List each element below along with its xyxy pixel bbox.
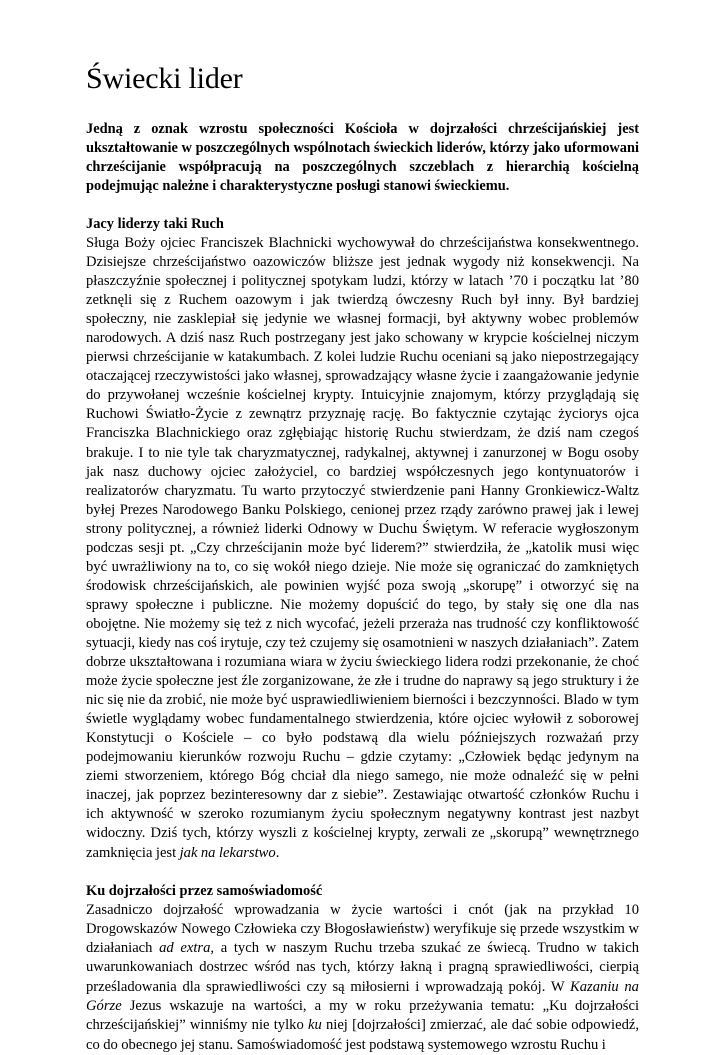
italic-phrase: ad extra xyxy=(159,940,211,957)
body-text: niej [dojrzałości] zmierzać, ale dać sobie odpowiedź, co do obecnego jej stanu. Samoświadomość jest podstawą systemowego wzrostu Ruchu i xyxy=(86,1017,639,1053)
document-page xyxy=(86,62,639,1055)
italic-phrase: Kazaniu na Górze xyxy=(86,978,639,1015)
body-text: , a tych w naszym Ruchu trzeba szukać ze świecą. Trudno w takich uwarunkowaniach dostrzec wśród nas tych, którzy łakną i pragną sprawiedliwości, cierpią prześladowania dla sprawiedliwości czy są miłosierni i wprowadzają pokój. W xyxy=(86,940,640,995)
italic-phrase: ku xyxy=(307,1017,322,1034)
page-title: Świecki lider xyxy=(86,62,243,95)
italic-phrase: jak na lekarstwo xyxy=(179,844,276,861)
section-heading-leaders: Jacy liderzy taki Ruch xyxy=(86,216,224,232)
section-heading-maturity: Ku dojrzałości przez samoświadomość xyxy=(86,882,323,899)
section-body-maturity xyxy=(86,901,639,1055)
body-text: Zasadniczo dojrzałość wprowadzania w życie wartości i cnót (jak na przykład 10 Drogowskazów Nowego Człowieka czy Błogosławieństw) weryfikuje się przede wszystkim w działaniach xyxy=(86,901,639,957)
body-text: Jezus wskazuje na wartości, a my w roku przeżywania tematu: „Ku dojrzałości chrześcijańskiej” winniśmy nie tylko xyxy=(86,998,639,1034)
body-text: . xyxy=(275,844,280,861)
lead-paragraph: Jedną z oznak wzrostu społeczności Kościoła w dojrzałości chrześcijańskiej jest ukształtowanie w poszczególnych wspólnotach świeckich liderów, którzy jako uformowani chrześcijanie współpracują na poszczególnych szczeblach z hierarchią kościelną podejmując należne i charakterystyczne posługi stanowi świeckiemu. xyxy=(86,121,639,194)
section-body-leaders xyxy=(86,234,639,863)
body-text: Sługa Boży ojciec Franciszek Blachnicki wychowywał do chrześcijaństwa konsekwentnego. Dzisiejsze chrześcijaństwo oazowiczów bliższe jest jednak wygody niż konsekwencji. Na płaszczyźnie społecznej i politycznej spotykam ludzi, którzy w latach ’70 i początku lat ’80 zetknęli się z Ruchem oazowym i jak twierdzą ówczesny Ruch był inny. Był bardziej społeczny, nie zasklepiał się jedynie we własnej formacji, był aktywny wobec problemów narodowych. A dziś nasz Ruch postrzegany jest jako schowany w krypcie kościelnej niczym pierwsi chrześcijanie w katakumbach. Z kolei ludzie Ruchu oceniani są jako niepostrzegający otaczającej rzeczywistości jako własnej, sprowadzający własne życie i zaangażowanie jedynie do przywołanej wcześnie kościelnej krypty. Intuicyjnie znajomym, którzy przyglądają się Ruchowi Światło-Życie z zewnątrz przyznaję rację. Bo faktycznie czytając życiorys ojca Franciszka Blachnickiego oraz zgłębiając historię Ruchu stwierdzam, że dziś nam czegoś brakuje. I to nie tyle tak charyzmatycznej, radykalnej, aktywnej i zanurzonej w Bogu osoby jak nasz duchowy ojciec założyciel, co bardziej współczesnych jego kontynuatorów i realizatorów charyzmatu. Tu warto przytoczyć stwierdzenie pani Hanny Gronkiewicz-Waltz byłej Prezes Narodowego Banku Polskiego, cenionej przez rządy zarówno prawej jak i lewej strony politycznej, a również liderki Odnowy w Duchu Świętym. W referacie wygłoszonym podczas sesji pt. „Czy chrześcijanin może być liderem?” stwierdziła, że „katolik musi więc być uwrażliwiony na to, co się wokół niego dzieje. Nie może się ograniczać do zamkniętych środowisk chrześcijańskich, ale powinien wyjść poza swoją „skorupę” i otworzyć się na sprawy społeczne i publiczne. Nie możemy dopuścić do tego, by stały się one dla nas obojętne. Nie możemy się też z nich wycofać, jeżeli przeraża nas trudność czy konfliktowość sytuacji, kiedy nas coś irytuje, czy też czujemy się osamotnieni w naszych działaniach”. Zatem dobrze ukształtowana i rozumiana wiara w życiu świeckiego lidera rodzi przekonanie, że choć może życie społeczne jest źle zorganizowane, że złe i trudne do naprawy są jego struktury i że nic się nie da zrobić, nie może być usprawiedliwieniem bierności i bezczynności. Blado w tym świetle wyglądamy wobec fundamentalnego stwierdzenia, które ojciec wyłowił z soborowej Konstytucji o Kościele – co było podstawą dla wielu późniejszych rozważań przy podejmowaniu kierunków rozwoju Ruchu – gdzie czytamy: „Człowiek będąc jedynym na ziemi stworzeniem, którego Bóg chciał dla niego samego, nie może odnaleźć się w pełni inaczej, jak poprzez bezinteresowny dar z siebie”. Zestawiając otwartość członków Ruchu i ich aktywność w szeroko rozumianym życiu społecznym negatywny kontrast jest nazbyt widoczny. Dziś tych, którzy wyszli z kościelnej krypty, zerwali ze „skorupą” wewnętrznego zamknięcia jest xyxy=(86,235,639,861)
